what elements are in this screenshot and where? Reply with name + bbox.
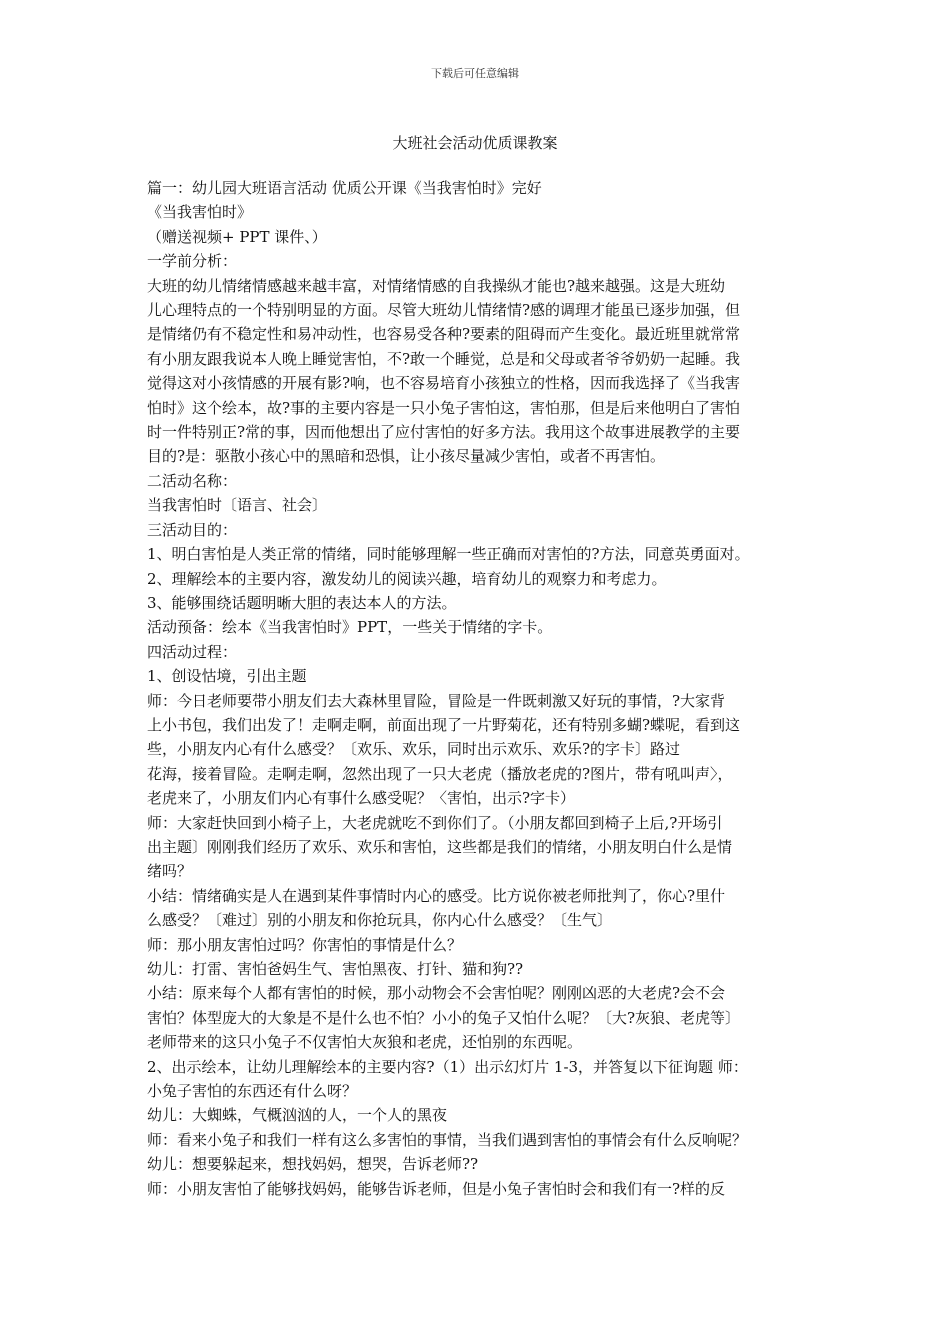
text-line: 1、创设怙境，引出主题 [147,667,307,686]
text-line: 上小书包，我们出发了！走啊走啊，前面出现了一片野菊花，还有特别多蝴?蝶呢，看到这 [147,715,741,734]
text-line: 师：那小朋友害怕过吗？你害怕的事情是什么？ [147,935,463,954]
text-line: 怕时》这个绘本，故?事的主要内容是一只小兔子害怕这，害怕那，但是后来他明白了害怕 [147,398,741,417]
text-line: 师：小朋友害怕了能够找妈妈，能够告诉老师，但是小兔子害怕时会和我们有一?样的反 [147,1179,726,1198]
text-line: 1、明白害怕是人类正常的情绪，同时能够理解一些正确而对害怕的?方法，同意英勇面对。 [147,545,750,564]
text-line: 篇一：幼儿园大班语言活动 优质公开课《当我害怕时》完好 [147,179,542,197]
document-title: 大班社会活动优质课教案 [392,134,558,152]
text-line: （赠送视频+ PPT 课件、） [147,227,327,246]
text-line: 大班的幼儿情绪情感越来越丰富，对情绪情感的自我操纵才能也?越来越强。这是大班幼 [147,276,726,295]
text-line: 些，小朋友内心有什么感受？〔欢乐、欢乐，同时出示欢乐、欢乐?的字卡〕路过 [147,740,681,759]
text-line: 二活动名称： [147,471,238,490]
text-line: 老师带来的这只小兔子不仅害怕大灰狼和老虎，还怕别的东西呢。 [147,1033,583,1052]
text-line: 时一件特别正?常的事，因而他想出了应付害怕的好多方法。我用这个故事进展教学的主要 [147,423,741,442]
text-line: 幼儿：打雷、害怕爸妈生气、害怕黑夜、打针、猫和狗?? [147,960,524,978]
text-line: 小结：情绪确实是人在遇到某件事情时内心的感受。比方说你被老师批判了，你心?里什 [147,886,726,905]
text-line: 师：大家赶快回到小椅子上，大老虎就吃不到你们了。（小朋友都回到椅子上后,?开场引 [147,813,723,832]
text-line: 是情绪仍有不稳定性和易冲动性，也容易受各种?要素的阻碍而产生变化。最近班里就常常 [147,325,741,344]
text-line: 么感受？〔难过〕别的小朋友和你抢玩具，你内心什么感受？〔生气〕 [147,911,613,930]
text-line: 《当我害怕时》 [147,203,253,222]
text-line: 觉得这对小孩情感的开展有影?响，也不容易培育小孩独立的性格，因而我选择了《当我害 [147,374,741,393]
text-line: 害怕？体型庞大的大象是不是什么也不怕？小小的兔子又怕什么呢？〔大?灰狼、老虎等〕 [147,1008,741,1027]
text-line: 有小朋友跟我说本人晚上睡觉害怕，不?敢一个睡觉，总是和父母或者爷爷奶奶一起睡。我 [147,349,741,368]
text-line: 老虎来了，小朋友们内心有事什么感受呢？〈害怕，出示?字卡） [147,789,576,808]
text-line: 师：今日老师要带小朋友们去大森林里冒险，冒险是一件既刺激又好玩的事情，?大家背 [147,691,726,710]
text-line: 一学前分析： [147,252,238,271]
text-line: 目的?是：驱散小孩心中的黑暗和恐惧，让小孩尽量减少害怕，或者不再害怕。 [147,447,666,466]
text-line: 花海，接着冒险。走啊走啊，忽然出现了一只大老虎（播放老虎的?图片，带有吼叫声〉， [147,764,733,783]
text-line: 师：看来小兔子和我们一样有这么多害怕的事情，当我们遇到害怕的事情会有什么反响呢？ [147,1130,748,1149]
text-line: 2、出示绘本，让幼儿理解绘本的主要内容?（1）出示幻灯片 1-3，并答复以下征询题 师： [147,1057,748,1076]
text-line: 儿心理特点的一个特别明显的方面。尽管大班幼儿情绪情?感的调理才能虽已逐步加强，但 [147,301,741,320]
text-line: 2、理解绘本的主要内容，激发幼儿的阅读兴趣，培育幼儿的观察力和考虑力。 [147,569,667,588]
document-body [147,176,813,1201]
text-line: 当我害怕时〔语言、社会〕 [147,496,328,515]
page-header-note: 下载后可任意编辑 [431,67,519,80]
text-line: 出主题〕刚刚我们经历了欢乐、欢乐和害怕，这些都是我们的情绪，小朋友明白什么是情 [147,837,733,856]
text-line: 绪吗？ [147,862,193,881]
text-line: 四活动过程： [147,642,238,661]
text-line: 三活动目的： [147,520,238,539]
text-line: 幼儿：大蜘蛛，气概汹汹的人，一个人的黑夜 [147,1106,448,1125]
text-line: 活动预备：绘本《当我害怕时》PPT，一些关于情绪的字卡。 [147,618,553,637]
text-line: 3、能够围绕话题明晰大胆的表达本人的方法。 [147,593,457,612]
text-line: 小兔子害怕的东西还有什么呀？ [147,1082,358,1101]
text-line: 小结：原来每个人都有害怕的时候，那小动物会不会害怕呢？刚刚凶恶的大老虎?会不会 [147,984,726,1003]
text-line: 幼儿：想要躲起来，想找妈妈，想哭，告诉老师?? [147,1155,479,1174]
